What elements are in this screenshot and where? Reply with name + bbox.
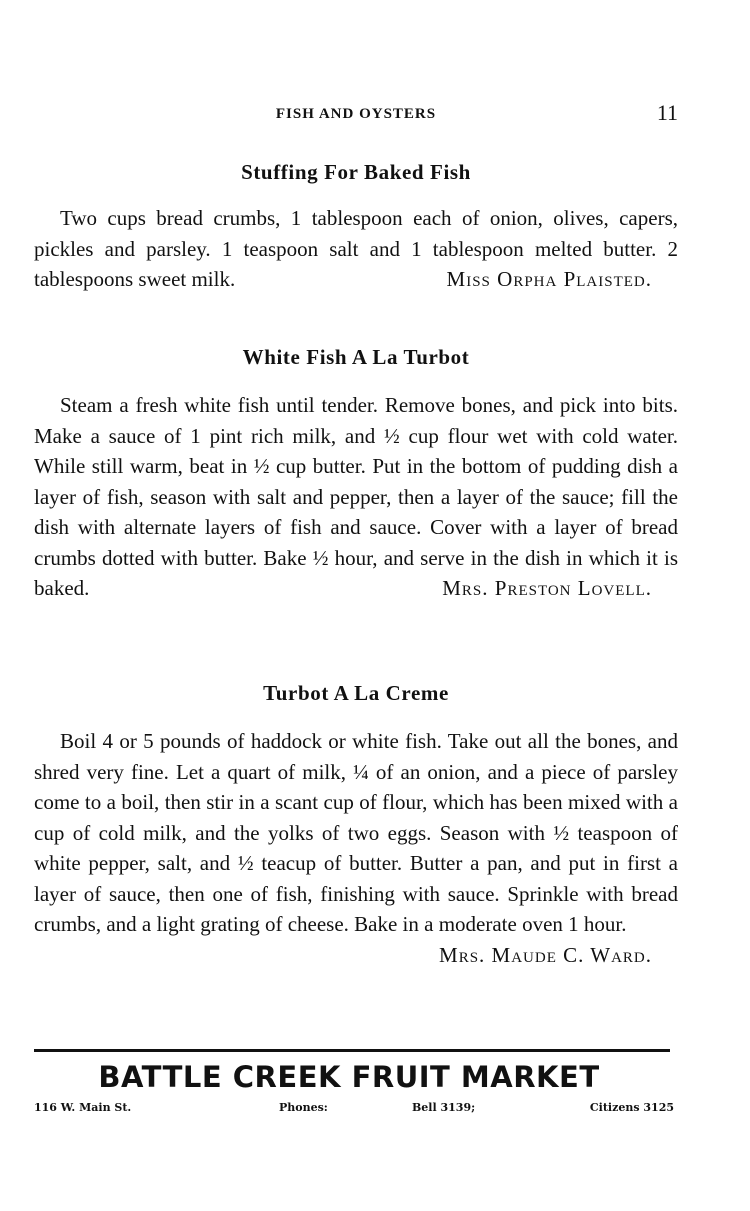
advertisement-address: 116 W. Main St. <box>34 1101 132 1114</box>
recipe-body <box>34 726 678 970</box>
recipe-credit: Mrs. Maude C. Ward. <box>439 942 652 967</box>
recipe-title: Turbot A La Creme <box>263 681 449 705</box>
page-number: 11 <box>656 100 678 125</box>
recipe-title: White Fish A La Turbot <box>242 345 470 369</box>
recipe-title: Stuffing For Baked Fish <box>241 160 471 184</box>
advertisement-name: BATTLE CREEK FRUIT MARKET <box>98 1060 600 1094</box>
advertisement-phones-label: Phones: <box>279 1101 328 1114</box>
advertisement-citizens-phone: Citizens 3125 <box>589 1101 674 1114</box>
recipe-credit: Mrs. Preston Lovell. <box>442 576 652 600</box>
advertisement-bell-phone: Bell 3139; <box>412 1101 476 1114</box>
recipe-body <box>34 203 678 295</box>
recipe-text: Boil 4 or 5 pounds of haddock or white fish. Take out all the bones, and shred very fine. Let a quart of milk, ¼ of an onion, and a piece of parsley come to a boil, then stir in a scant cup of flour, which has been mixed with a cup of cold milk, and the yolks of two eggs. Season with ½ teaspoon of white pepper, salt, and ½ teacup of butter. Butter a pan, and put in first a layer of sauce, then one of fish, finishing with sauce. Sprinkle with bread crumbs, and a light grating of cheese. Bake in a moderate oven 1 hour. <box>34 729 678 936</box>
recipe-text: Two cups bread crumbs, 1 tablespoon each of onion, olives, capers, pickles and parsley. 1 teaspoon salt and 1 tablespoon melted butter. 2 tablespoons sweet milk. <box>34 206 678 291</box>
recipe-text: Steam a fresh white fish until tender. Remove bones, and pick into bits. Make a sauce of 1 pint rich milk, and ½ cup flour wet with cold water. While still warm, beat in ½ cup butter. Put in the bottom of pudding dish a layer of fish, season with salt and pepper, then a layer of the sauce; fill the dish with alternate layers of fish and sauce. Cover with a layer of bread crumbs dotted with butter. Bake ½ hour, and serve in the dish in which it is baked. <box>34 393 678 600</box>
section-title: FISH AND OYSTERS <box>275 106 437 122</box>
recipe-credit: Miss Orpha Plaisted. <box>446 267 652 291</box>
running-head <box>34 100 678 130</box>
footer-divider <box>34 1049 670 1052</box>
advertisement-contact <box>34 1101 674 1117</box>
recipe-body <box>34 390 678 604</box>
